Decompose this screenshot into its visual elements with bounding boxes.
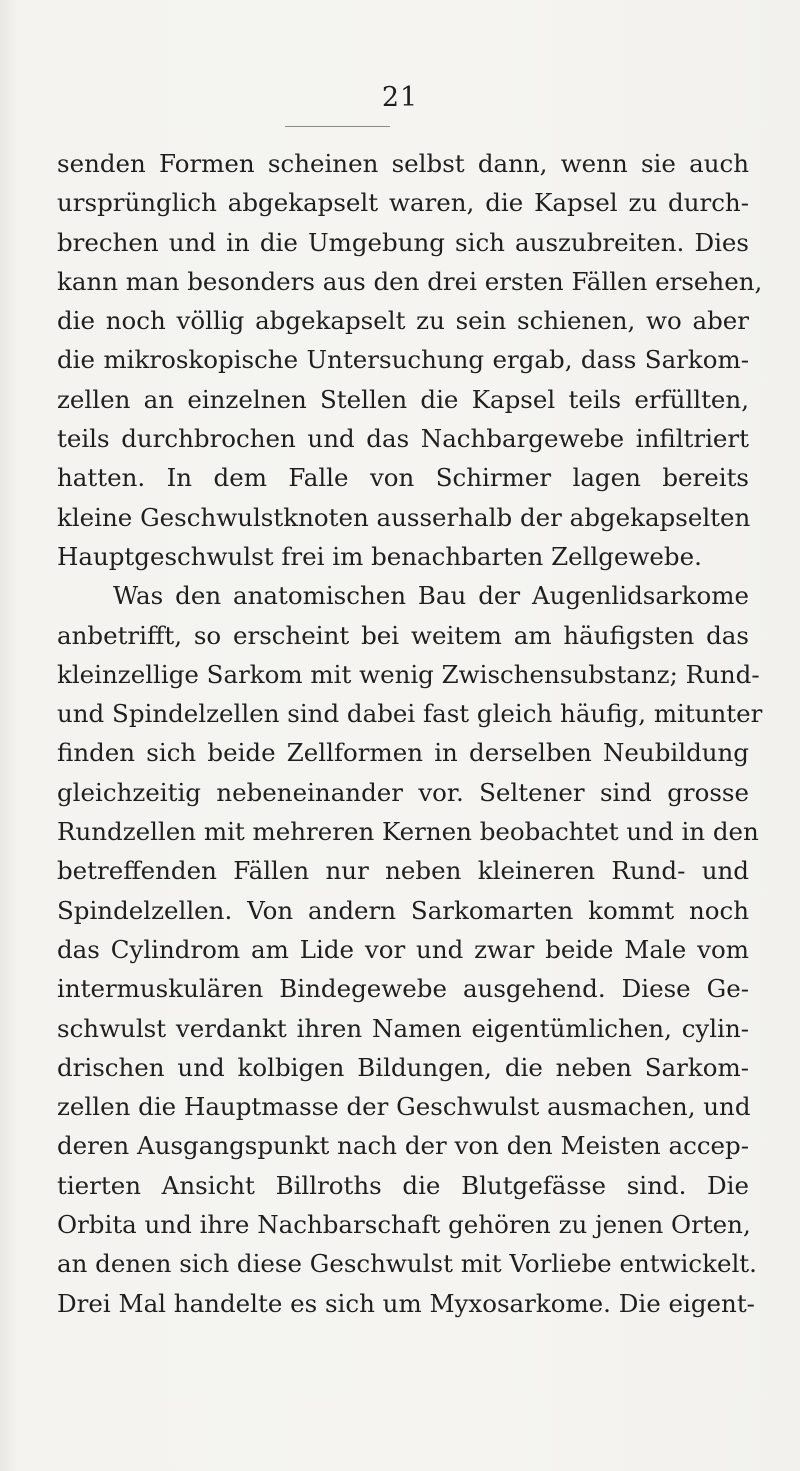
text-line: zellen die Hauptmasse der Geschwulst ausmachen, und	[57, 1092, 751, 1122]
text-line: die mikroskopische Untersuchung ergab, dass Sarkom-	[57, 345, 749, 375]
text-line: intermuskulären Bindegewebe ausgehend. Diese Ge-	[57, 974, 749, 1004]
text-line: schwulst verdankt ihren Namen eigentümlichen, cylin-	[57, 1013, 749, 1043]
text-line: kleinzellige Sarkom mit wenig Zwischensubstanz; Rund-	[57, 659, 760, 689]
text-line: zellen an einzelnen Stellen die Kapsel teils erfüllten,	[57, 384, 749, 414]
text-line: kleine Geschwulstknoten ausserhalb der abgekapselten	[57, 502, 751, 532]
text-line: tierten Ansicht Billroths die Blutgefässe sind. Die	[57, 1170, 749, 1200]
text-line: das Cylindrom am Lide vor und zwar beide Male vom	[57, 934, 749, 964]
text-line: Drei Mal handelte es sich um Myxosarkome. Die eigent-	[57, 1288, 755, 1318]
text-line: brechen und in die Umgebung sich auszubreiten. Dies	[57, 227, 749, 257]
text-line: hatten. In dem Falle von Schirmer lagen bereits	[57, 463, 749, 493]
text-line: finden sich beide Zellformen in derselben Neubildung	[57, 738, 749, 768]
text-line: kann man besonders aus den drei ersten Fällen ersehen,	[57, 266, 763, 296]
header-rule	[285, 126, 390, 127]
text-line: Orbita und ihre Nachbarschaft gehören zu jenen Orten,	[57, 1210, 751, 1240]
text-line: teils durchbrochen und das Nachbargewebe infiltriert	[57, 424, 749, 454]
text-line: anbetrifft, so erscheint bei weitem am häufigsten das	[57, 620, 749, 650]
text-line: Rundzellen mit mehreren Kernen beobachtet und in den	[57, 817, 759, 847]
text-line: ursprünglich abgekapselt waren, die Kapsel zu durch-	[57, 188, 749, 218]
text-line: Spindelzellen. Von andern Sarkomarten kommt noch	[57, 895, 749, 925]
body-text	[57, 144, 763, 1323]
page-number: 21	[381, 82, 419, 113]
text-line: betreffenden Fällen nur neben kleineren Rund- und	[57, 856, 749, 886]
text-line: gleichzeitig nebeneinander vor. Seltener sind grosse	[57, 777, 749, 807]
text-line: drischen und kolbigen Bildungen, die neben Sarkom-	[57, 1052, 749, 1082]
text-line: Hauptgeschwulst frei im benachbarten Zellgewebe.	[57, 541, 702, 571]
text-line: senden Formen scheinen selbst dann, wenn sie auch	[57, 149, 749, 178]
text-line: deren Ausgangspunkt nach der von den Meisten accep-	[57, 1131, 749, 1161]
text-line: die noch völlig abgekapselt zu sein schienen, wo aber	[57, 306, 749, 336]
text-line: an denen sich diese Geschwulst mit Vorliebe entwickelt.	[57, 1249, 757, 1279]
text-line: Was den anatomischen Bau der Augenlidsarkome	[113, 581, 749, 611]
text-line: und Spindelzellen sind dabei fast gleich häufig, mitunter	[57, 699, 763, 729]
